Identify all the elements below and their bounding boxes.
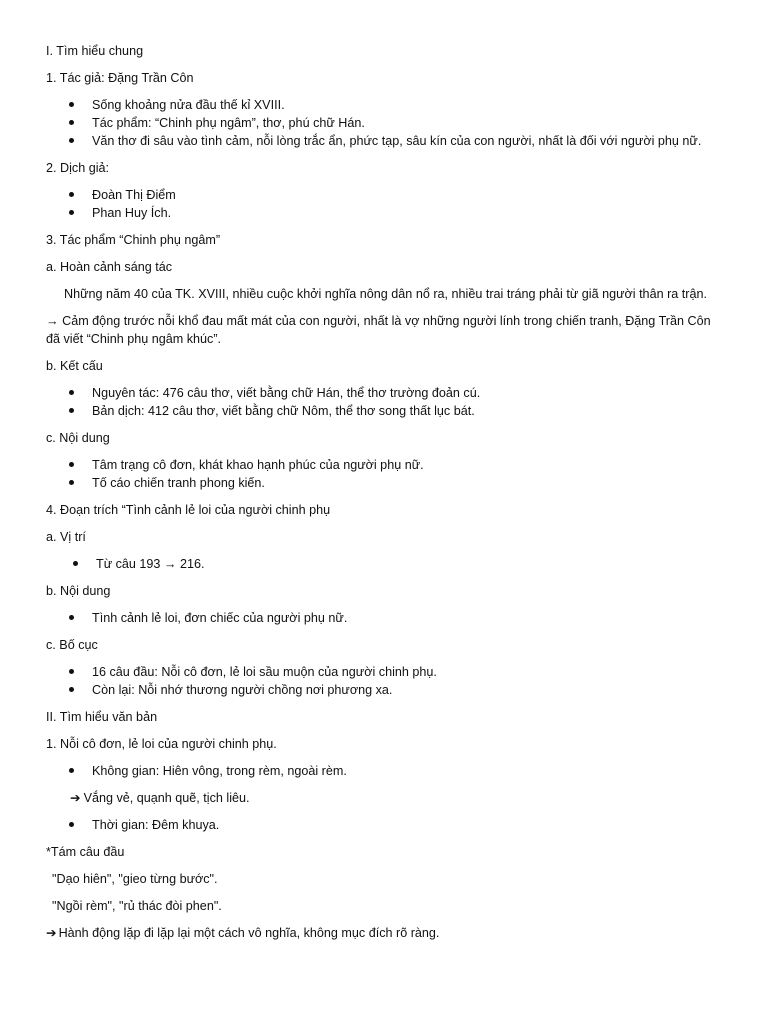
author-list — [46, 96, 722, 150]
subsection-excerpt-content-title: b. Nội dung — [46, 584, 111, 598]
subsection-context-title: a. Hoàn cảnh sáng tác — [46, 260, 173, 274]
quote-line: "Ngồi rèm", "rủ thác đòi phen". — [52, 899, 222, 913]
list-item: Tâm trạng cô đơn, khát khao hạnh phúc của người phụ nữ. — [46, 456, 722, 474]
structure-list — [46, 384, 722, 420]
section-work-title: 3. Tác phẩm “Chinh phụ ngâm” — [46, 233, 221, 247]
time-list — [46, 816, 722, 834]
heading-part-2: II. Tìm hiểu văn bản — [46, 710, 158, 724]
content-list — [46, 456, 722, 492]
list-item: Phan Huy Ích. — [46, 204, 722, 222]
list-item: Không gian: Hiên vông, trong rèm, ngoài rèm. — [46, 762, 722, 780]
space-list — [46, 762, 722, 780]
space-result-text: Vắng vẻ, quạnh quẽ, tịch liêu. — [83, 791, 250, 805]
subsection-structure-title: b. Kết cấu — [46, 359, 103, 373]
right-arrow-icon: ➔ — [46, 925, 57, 940]
list-item: Từ câu 193 → 216. — [46, 555, 722, 573]
list-item: Văn thơ đi sâu vào tình cảm, nỗi lòng trắc ẩn, phức tạp, sâu kín của con người, nhất là đối với người phụ nữ. — [46, 132, 722, 150]
section-translator-title: 2. Dịch giả: — [46, 161, 109, 175]
list-item: Đoàn Thị Điểm — [46, 186, 722, 204]
excerpt-content-list — [46, 609, 722, 627]
position-list — [46, 555, 722, 573]
conclusion-text: Hành động lặp đi lặp lại một cách vô nghĩa, không mục đích rõ ràng. — [58, 926, 440, 940]
section-author-title: 1. Tác giả: Đặng Trần Côn — [46, 71, 194, 85]
list-item: Thời gian: Đêm khuya. — [46, 816, 722, 834]
eight-lines-heading: *Tám câu đầu — [46, 845, 125, 859]
list-item: 16 câu đầu: Nỗi cô đơn, lẻ loi sầu muộn của người chinh phụ. — [46, 663, 722, 681]
list-item: Sống khoảng nửa đầu thế kỉ XVIII. — [46, 96, 722, 114]
list-item: Tình cảnh lẻ loi, đơn chiếc của người phụ nữ. — [46, 609, 722, 627]
context-result-paragraph: → Cảm động trước nỗi khổ đau mất mát của con người, nhất là vợ những người lính trong chiến tranh, Đặng Trần Côn đã viết “Chinh phụ ngâm khúc”. — [46, 314, 711, 346]
conclusion-line — [46, 924, 722, 942]
layout-list — [46, 663, 722, 699]
subsection-layout-title: c. Bố cục — [46, 638, 98, 652]
list-item: Tác phẩm: “Chinh phụ ngâm”, thơ, phú chữ Hán. — [46, 114, 722, 132]
subsection-position-title: a. Vị trí — [46, 530, 86, 544]
right-arrow-icon: ➔ — [70, 790, 81, 805]
heading-part-1: I. Tìm hiểu chung — [46, 44, 144, 58]
quote-line: "Dạo hiên", "gieo từng bước". — [52, 872, 218, 886]
subsection-content-title: c. Nội dung — [46, 431, 110, 445]
translator-list — [46, 186, 722, 222]
list-item: Còn lại: Nỗi nhớ thương người chồng nơi phương xa. — [46, 681, 722, 699]
list-item: Bản dịch: 412 câu thơ, viết bằng chữ Nôm, thể thơ song thất lục bát. — [46, 402, 722, 420]
list-item: Nguyên tác: 476 câu thơ, viết bằng chữ Hán, thể thơ trường đoản cú. — [46, 384, 722, 402]
section-loneliness-title: 1. Nỗi cô đơn, lẻ loi của người chinh phụ. — [46, 737, 277, 751]
space-result-line — [46, 789, 722, 807]
section-excerpt-title: 4. Đoạn trích “Tình cảnh lẻ loi của người chinh phụ — [46, 503, 331, 517]
list-item: Tố cáo chiến tranh phong kiến. — [46, 474, 722, 492]
context-paragraph: Những năm 40 của TK. XVIII, nhiều cuộc khởi nghĩa nông dân nổ ra, nhiều trai tráng phải từ giã người thân ra trận. — [64, 287, 707, 301]
